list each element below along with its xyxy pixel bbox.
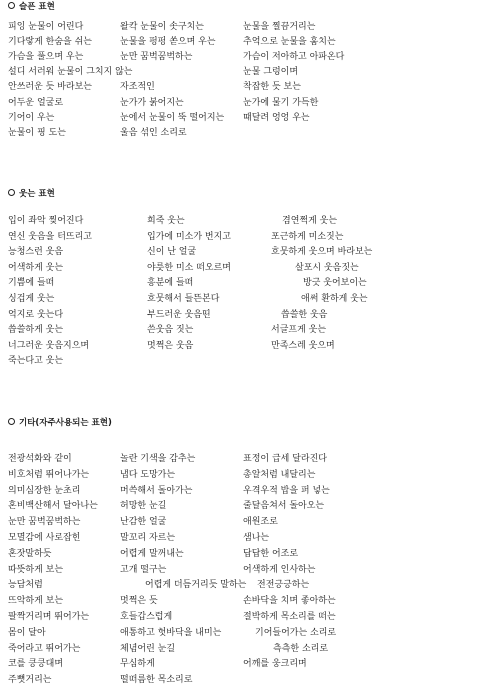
phrase-cell: 전전긍긍하는 xyxy=(257,580,310,591)
phrase-row xyxy=(0,354,480,368)
phrase-cell: 왈칵 눈물이 솟구치는 xyxy=(120,22,204,32)
phrase-row xyxy=(0,96,480,110)
phrase-row xyxy=(0,626,480,640)
phrase-cell: 연신 웃음을 터뜨리고 xyxy=(8,231,92,242)
phrase-cell: 전광석화와 같이 xyxy=(8,454,72,464)
phrase-cell: 눈만 꿈벅꿈벅하는 xyxy=(120,52,193,63)
phrase-row xyxy=(0,111,480,125)
phrase-cell: 손바닥을 치며 좋아하는 xyxy=(243,596,336,607)
phrase-cell: 신이 난 얼굴 xyxy=(147,247,197,258)
phrase-cell: 포근하게 미소짓는 xyxy=(271,231,344,242)
phrase-row xyxy=(0,245,480,259)
phrase-row xyxy=(0,594,480,608)
phrase-row xyxy=(0,65,480,79)
phrase-cell: 코를 킁킁대며 xyxy=(8,659,64,670)
phrase-cell: 기다랗게 한숨을 쉬는 xyxy=(8,37,92,48)
phrase-row xyxy=(0,673,480,687)
phrase-cell: 어렵게 말꺼내는 xyxy=(120,548,184,559)
phrase-row xyxy=(0,610,480,624)
phrase-cell: 가슴을 풀으며 우는 xyxy=(8,52,84,63)
phrase-row xyxy=(0,292,480,306)
phrase-row xyxy=(0,214,480,228)
phrase-cell: 모멸감에 사로잡힌 xyxy=(8,533,81,543)
phrase-cell: 너그러운 웃음지으며 xyxy=(8,340,90,351)
phrase-cell: 눈물을 펑펑 쏟으며 우는 xyxy=(120,37,216,48)
phrase-cell: 억지로 웃는다 xyxy=(8,309,64,320)
phrase-row xyxy=(0,531,480,545)
phrase-cell: 가슴이 저아하고 아파온다 xyxy=(243,52,345,63)
section-title xyxy=(8,0,55,12)
phrase-cell: 방긋 웃어보이는 xyxy=(303,278,367,289)
phrase-cell: 고개 떨구는 xyxy=(120,564,167,575)
phrase-cell: 싱겁게 웃는 xyxy=(8,294,55,304)
phrase-cell: 어색하게 인사하는 xyxy=(243,564,316,575)
phrase-cell: 머쓱해서 돌아가는 xyxy=(120,485,193,496)
phrase-row xyxy=(0,50,480,64)
phrase-cell: 기어이 우는 xyxy=(8,112,55,123)
phrase-cell: 체념어린 눈길 xyxy=(120,643,176,654)
phrase-row xyxy=(0,499,480,513)
phrase-row xyxy=(0,468,480,482)
phrase-cell: 측측한 소리로 xyxy=(273,643,329,654)
phrase-cell: 뜨악하게 보는 xyxy=(8,596,64,607)
phrase-cell: 애원조로 xyxy=(243,517,278,528)
circle-bullet-icon xyxy=(8,189,15,196)
phrase-cell: 눈물을 찔끔거리는 xyxy=(243,22,316,32)
phrase-cell: 어색하게 웃는 xyxy=(8,262,64,273)
phrase-cell: 냅다 도망가는 xyxy=(120,469,176,480)
phrase-cell: 따뜻하게 보는 xyxy=(8,564,64,575)
phrase-cell: 흐뭇해서 들뜬본다 xyxy=(147,294,220,304)
phrase-cell: 눈가에 물기 가득한 xyxy=(243,97,319,108)
phrase-cell: 말꼬리 자르는 xyxy=(120,533,176,543)
phrase-cell: 줄달음쳐서 돌아오는 xyxy=(243,501,325,512)
phrase-cell: 씁쓸하게 웃는 xyxy=(8,325,64,336)
phrase-row xyxy=(0,20,480,34)
phrase-cell: 혼잣말하듯 xyxy=(8,548,52,559)
phrase-cell: 서글프게 웃는 xyxy=(271,325,327,336)
phrase-cell: 허망한 눈길 xyxy=(120,501,167,512)
phrase-cell: 애써 환하게 웃는 xyxy=(301,294,368,304)
phrase-cell: 씁쓸한 웃음 xyxy=(281,309,328,320)
phrase-cell: 난감한 얼굴 xyxy=(120,517,167,528)
phrase-row xyxy=(0,547,480,561)
phrase-cell: 희죽 웃는 xyxy=(147,216,185,226)
phrase-cell: 떨떠름한 목소리로 xyxy=(120,675,193,686)
phrase-row xyxy=(0,452,480,466)
section-title-text: 기타(자주사용되는 표현) xyxy=(19,418,112,428)
phrase-row xyxy=(0,261,480,275)
phrase-cell: 피잉 눈물이 어린다 xyxy=(8,22,84,32)
phrase-cell: 비호처럼 뛰어나가는 xyxy=(8,469,90,480)
section-title xyxy=(8,416,112,428)
phrase-cell: 우격우적 밥을 퍼 넣는 xyxy=(243,485,330,496)
phrase-cell: 때달려 엉엉 우는 xyxy=(243,112,310,123)
phrase-row xyxy=(0,126,480,140)
section-title-text: 슬픈 표현 xyxy=(19,2,55,12)
phrase-cell: 멋쩍은 듯 xyxy=(120,596,158,607)
phrase-cell: 애통하고 헛바닥을 내미는 xyxy=(120,627,222,638)
phrase-row xyxy=(0,35,480,49)
phrase-cell: 총알처럼 내달리는 xyxy=(243,469,316,480)
phrase-row xyxy=(0,484,480,498)
phrase-cell: 흥분에 들떠 xyxy=(147,278,194,289)
phrase-cell: 눈에서 눈물이 뚝 떨어지는 xyxy=(120,112,225,123)
phrase-cell: 어렵게 더듬거리듯 말하는 xyxy=(145,580,247,591)
phrase-row xyxy=(0,515,480,529)
circle-bullet-icon xyxy=(8,418,15,425)
phrase-cell: 안쓰러운 듯 바라보는 xyxy=(8,82,92,93)
phrase-row xyxy=(0,230,480,244)
phrase-cell: 몸이 달아 xyxy=(8,627,46,638)
phrase-cell: 야릇한 미소 떠오르며 xyxy=(147,262,231,273)
phrase-cell: 주뼛거리는 xyxy=(8,675,52,686)
phrase-cell: 샘나는 xyxy=(243,533,270,543)
phrase-cell: 입이 좌악 찢어진다 xyxy=(8,216,84,226)
phrase-cell: 멋쩍은 웃음 xyxy=(147,340,194,351)
phrase-cell: 죽는다고 웃는 xyxy=(8,356,64,367)
phrase-cell: 부드러운 웃음띤 xyxy=(147,309,211,320)
phrase-row xyxy=(0,276,480,290)
phrase-cell: 눈가가 붉어지는 xyxy=(120,97,184,108)
phrase-row xyxy=(0,563,480,577)
phrase-row xyxy=(0,642,480,656)
phrase-cell: 능청스런 웃음 xyxy=(8,247,64,258)
phrase-cell: 눈물이 핑 도는 xyxy=(8,127,66,138)
phrase-row xyxy=(0,308,480,322)
phrase-cell: 무심하게 xyxy=(120,659,155,670)
phrase-cell: 팔짝거리며 뛰어가는 xyxy=(8,612,90,622)
phrase-row xyxy=(0,578,480,592)
phrase-row xyxy=(0,323,480,337)
phrase-cell: 울음 섞인 소리로 xyxy=(120,127,187,138)
phrase-cell: 착잡한 듯 보는 xyxy=(243,82,301,93)
section-title-text: 웃는 표현 xyxy=(19,189,55,199)
phrase-cell: 흐뭇하게 웃으며 바라보는 xyxy=(271,247,373,258)
phrase-cell: 어깨를 웅크리며 xyxy=(243,659,307,670)
phrase-cell: 답답한 어조로 xyxy=(243,548,299,559)
phrase-cell: 만족스레 웃으며 xyxy=(271,340,335,351)
phrase-cell: 입가에 미소가 번지고 xyxy=(147,231,231,242)
phrase-cell: 능담처럼 xyxy=(8,580,43,591)
phrase-cell: 어두운 얼굴로 xyxy=(8,97,64,108)
phrase-cell: 표정이 급세 달라진다 xyxy=(243,454,327,464)
phrase-cell: 놀란 기색을 감추는 xyxy=(120,454,196,464)
phrase-cell: 호들갑스럽게 xyxy=(120,612,173,622)
phrase-cell: 혼비백산해서 달아나는 xyxy=(8,501,98,512)
phrase-cell: 자조적인 xyxy=(120,82,155,93)
phrase-cell: 의미심장한 눈초리 xyxy=(8,485,81,496)
circle-bullet-icon xyxy=(8,2,15,9)
phrase-row xyxy=(0,80,480,94)
phrase-cell: 눈만 꿈벅꿈벅하는 xyxy=(8,517,81,528)
phrase-cell: 쓴웃음 짓는 xyxy=(147,325,194,336)
phrase-cell: 기쁨에 들떠 xyxy=(8,278,55,289)
phrase-cell: 겸연쩍게 웃는 xyxy=(282,216,338,226)
phrase-row xyxy=(0,339,480,353)
phrase-row xyxy=(0,657,480,671)
phrase-cell: 설디 서러워 눈물이 그치지 않는 xyxy=(8,67,133,78)
phrase-cell: 죽어라고 뛰어가는 xyxy=(8,643,81,654)
phrase-cell: 추억으로 눈물을 훔치는 xyxy=(243,37,336,48)
phrase-cell: 기어들어가는 소리로 xyxy=(255,627,337,638)
phrase-cell: 살포시 웃음짓는 xyxy=(295,262,359,273)
phrase-cell: 절박하게 목소리를 떠는 xyxy=(243,612,336,622)
phrase-cell: 눈물 그렁이며 xyxy=(243,67,299,78)
section-title xyxy=(8,187,55,199)
